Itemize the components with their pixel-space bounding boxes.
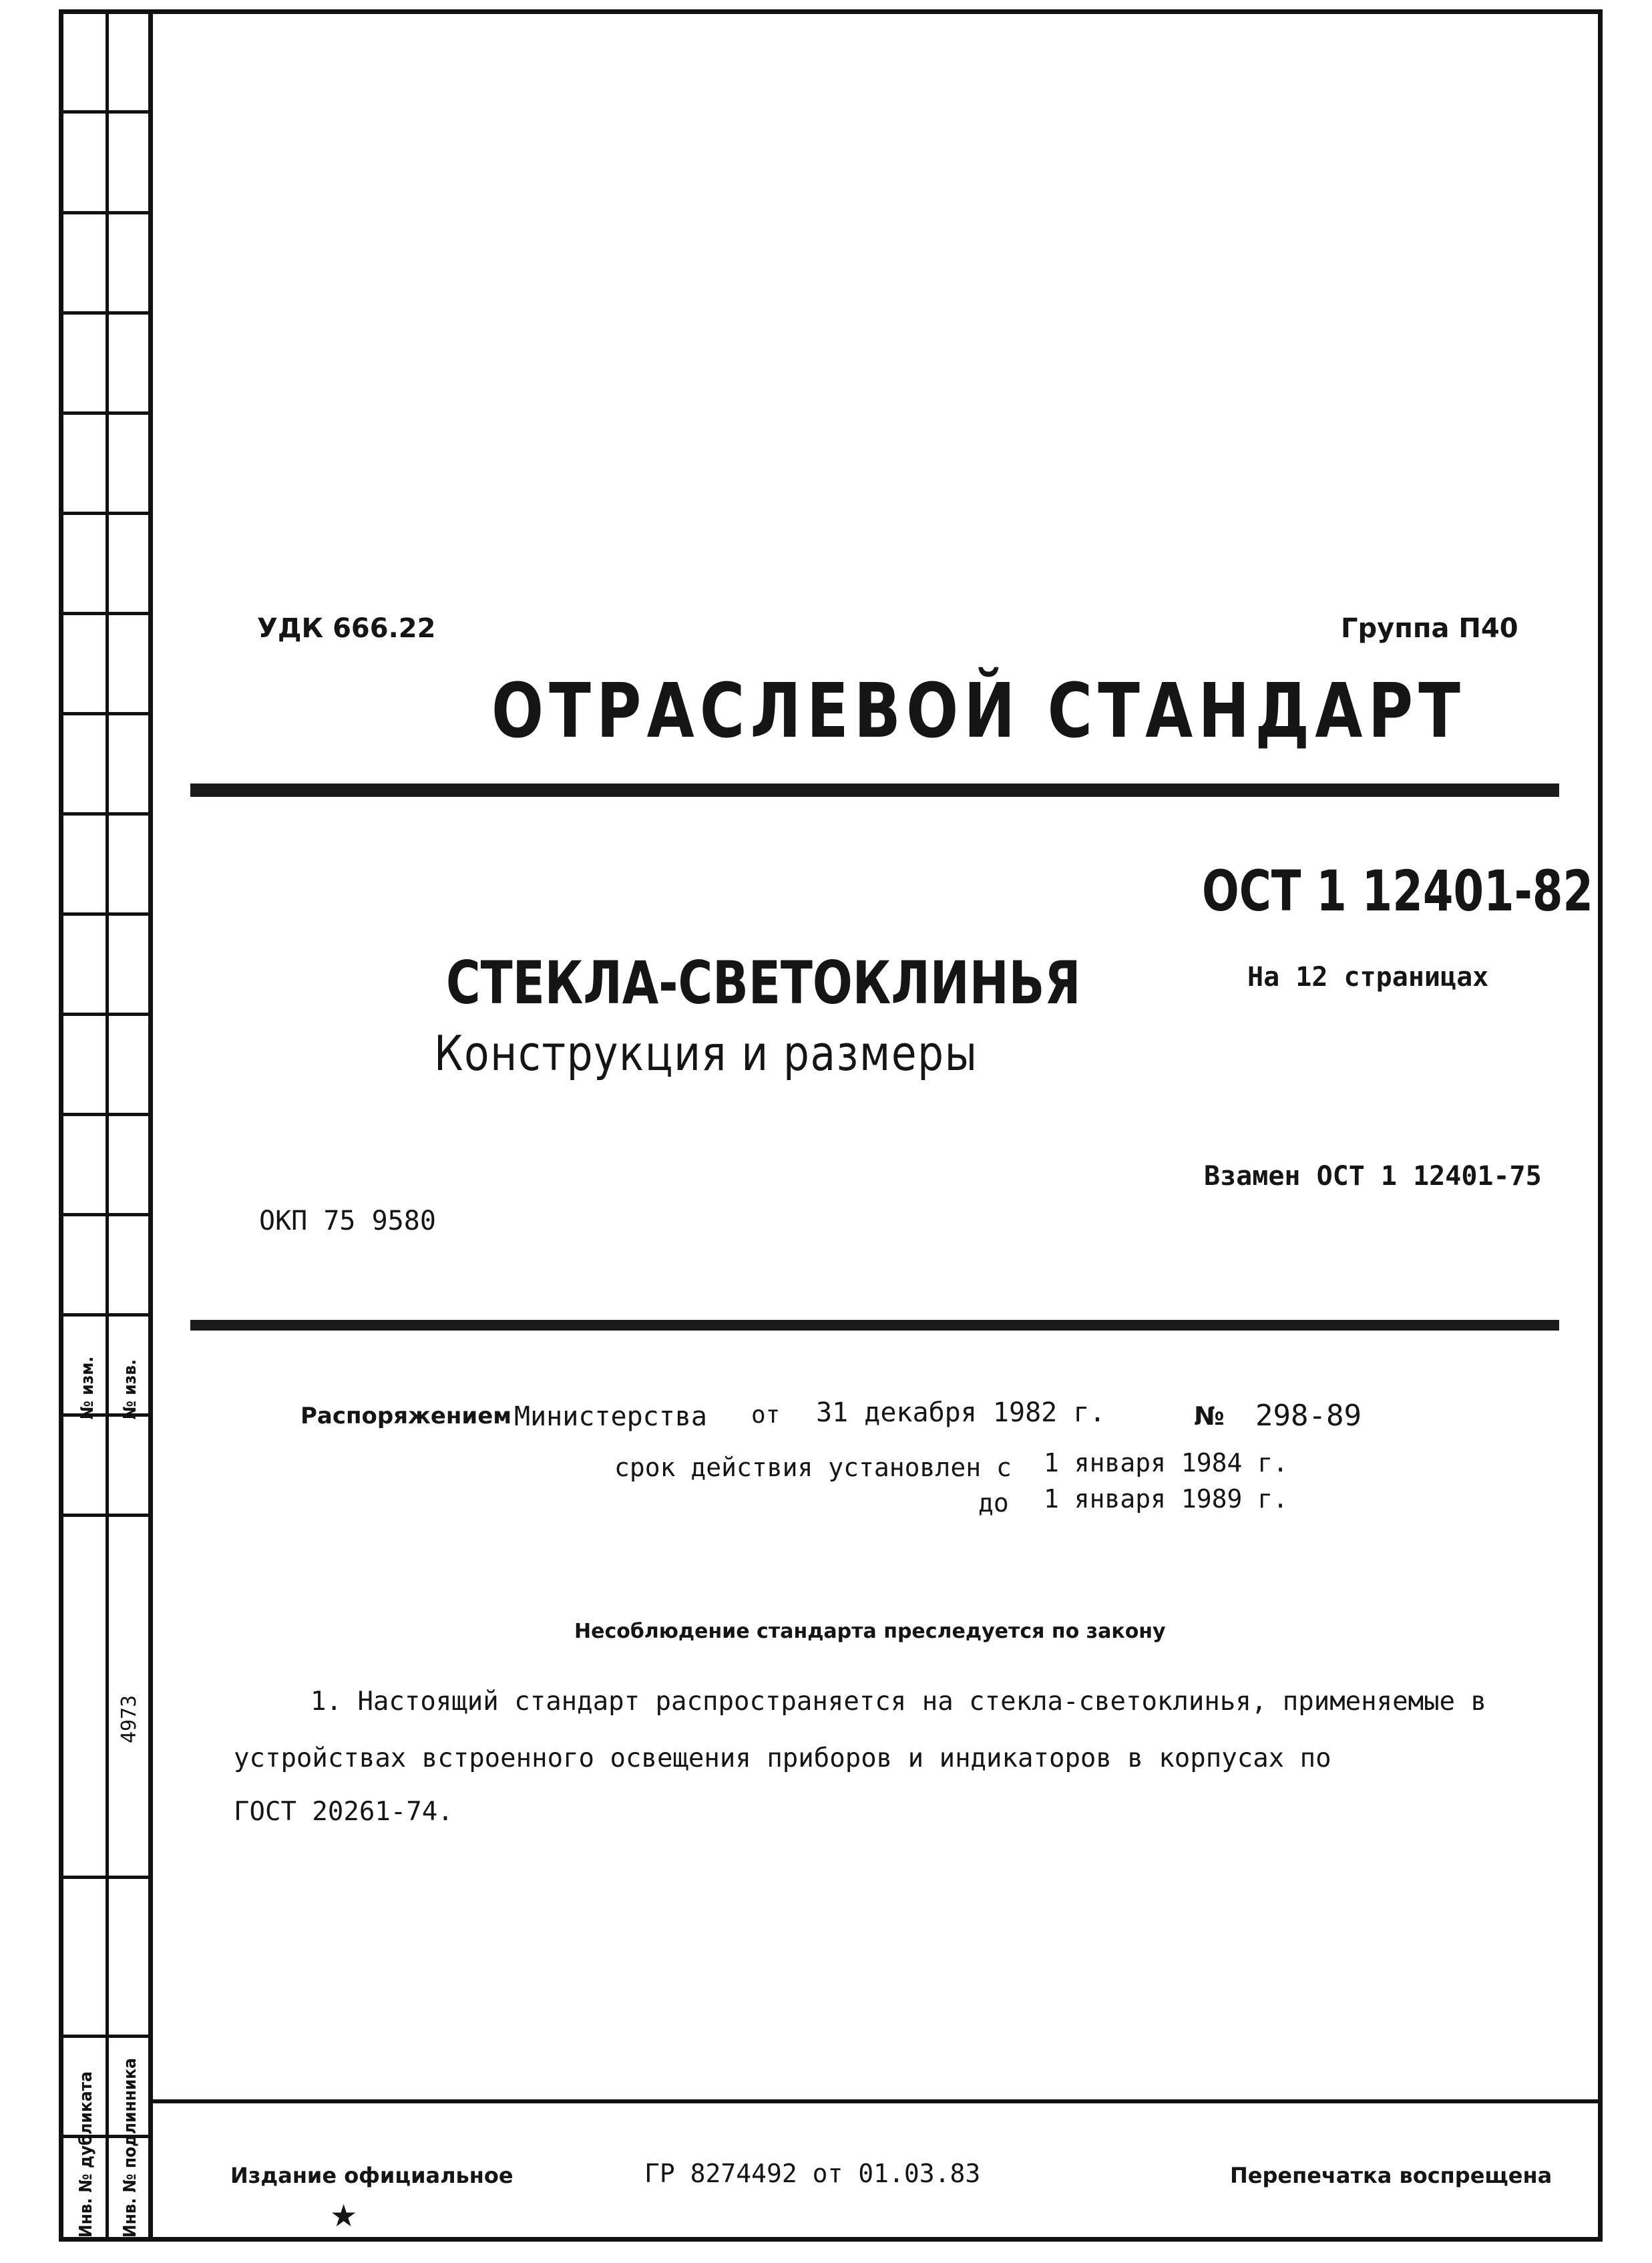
page-count: На 12 страницах: [1247, 962, 1489, 993]
side-label-notice-no: № изв.: [120, 1359, 140, 1419]
product-subtitle: Конструкция и размеры: [434, 1025, 978, 1081]
side-divider: [59, 1514, 152, 1517]
side-label-original-inv: Инв. № подлинника: [120, 2058, 140, 2238]
side-divider: [59, 912, 152, 916]
edition-official: Издание официальное: [230, 2163, 513, 2188]
paragraph-line-2: устройствах встроенного освещения приборов и индикаторов в корпусах по: [234, 1743, 1331, 1773]
order-number-label: №: [1194, 1401, 1225, 1431]
order-number: 298-89: [1255, 1399, 1362, 1433]
main-title: ОТРАСЛЕВОЙ СТАНДАРТ: [491, 668, 1466, 755]
standard-number: ОСТ 1 12401-82: [1202, 858, 1594, 924]
side-label-change-no: № изм.: [77, 1356, 97, 1419]
side-label-duplicate-inv: Инв. № дубликата: [76, 2071, 96, 2238]
udk-code: УДК 666.22: [257, 613, 436, 644]
side-divider: [59, 411, 152, 415]
side-label-inventory-number: 4973: [118, 1695, 141, 1743]
paragraph-line-3: ГОСТ 20261-74.: [234, 1797, 453, 1827]
side-divider: [59, 2035, 152, 2038]
paragraph-line-1: 1. Настоящий стандарт распространяется на стекла-светоклинья, применяемые в: [311, 1687, 1486, 1717]
side-divider: [59, 1313, 152, 1317]
side-divider: [59, 512, 152, 515]
footer-top-rule: [148, 2099, 1603, 2103]
order-ministry: Министерства: [514, 1401, 707, 1432]
side-divider: [59, 812, 152, 816]
side-divider: [59, 1113, 152, 1116]
validity-to-label: до: [978, 1488, 1009, 1518]
reprint-prohibited: Перепечатка воспрещена: [1230, 2163, 1553, 2188]
order-from: от: [751, 1401, 781, 1429]
side-column-border-inner: [148, 9, 153, 2242]
side-divider: [59, 1213, 152, 1216]
side-divider: [59, 311, 152, 315]
validity-from-label: срок действия установлен с: [614, 1453, 1012, 1482]
validity-to-date: 1 января 1989 г.: [1044, 1484, 1289, 1514]
side-divider: [59, 110, 152, 114]
page-frame: [59, 9, 1603, 2242]
group-code: Группа П40: [1341, 613, 1518, 644]
product-title: СТЕКЛА-СВЕТОКЛИНЬЯ: [446, 948, 1081, 1017]
side-divider: [59, 1876, 152, 1879]
validity-from-date: 1 января 1984 г.: [1044, 1448, 1289, 1477]
law-notice: Несоблюдение стандарта преследуется по закону: [574, 1620, 1166, 1643]
side-column-border-outer: [59, 9, 63, 2242]
side-divider: [59, 612, 152, 615]
side-divider: [59, 712, 152, 715]
star-icon: ★: [330, 2198, 358, 2234]
bottom-heavy-rule: [190, 1320, 1559, 1331]
registration-number: ГР 8274492 от 01.03.83: [644, 2159, 981, 2188]
top-heavy-rule: [190, 784, 1559, 797]
replaces-standard: Взамен ОСТ 1 12401-75: [1204, 1161, 1542, 1192]
okp-code: ОКП 75 9580: [259, 1206, 436, 1236]
side-divider: [59, 1013, 152, 1016]
order-date: 31 декабря 1982 г.: [816, 1397, 1106, 1428]
side-column-border-mid: [106, 9, 109, 2242]
side-divider: [59, 211, 152, 214]
order-label: Распоряжением: [300, 1403, 512, 1429]
